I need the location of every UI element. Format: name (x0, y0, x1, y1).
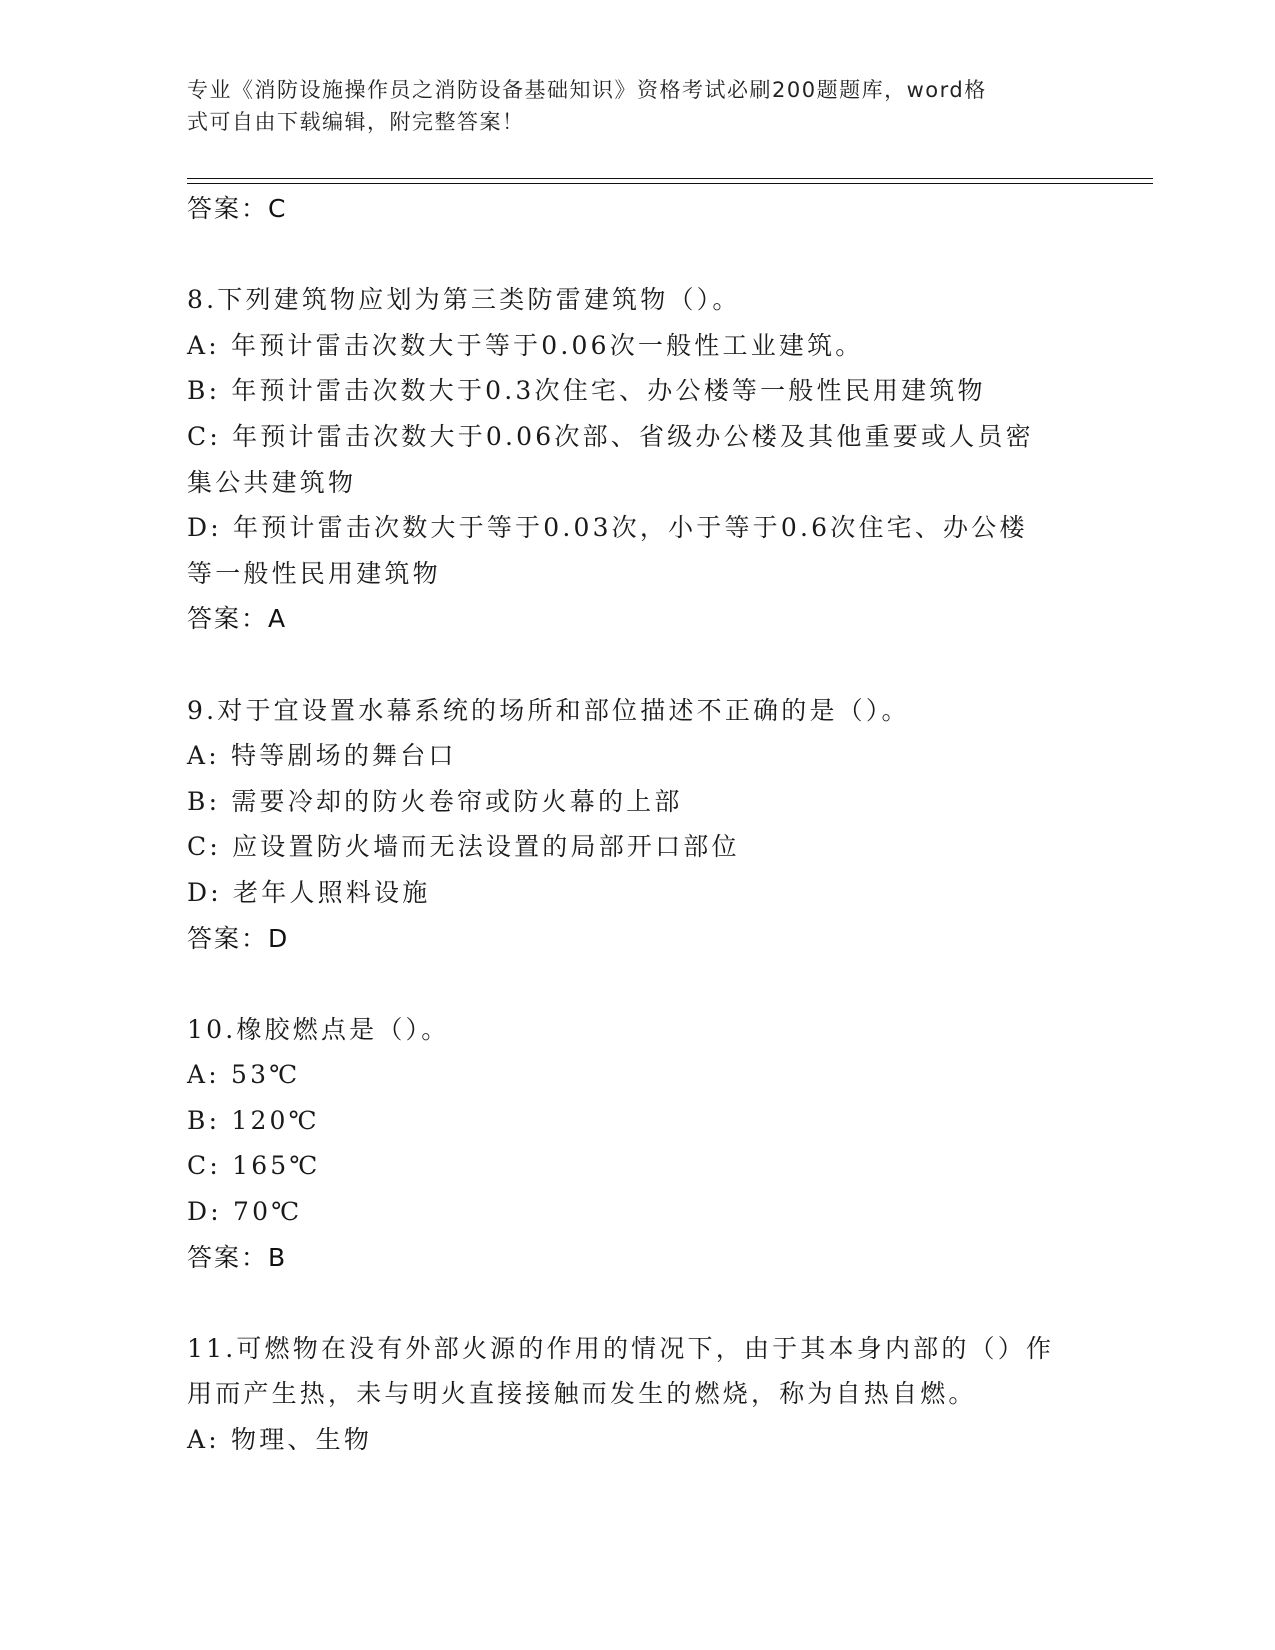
spacer (187, 232, 1087, 278)
answer: 答案：B (187, 1242, 288, 1272)
question-stem: 10.橡胶燃点是（）。 (187, 1014, 450, 1044)
header-rule-bottom (187, 183, 1153, 184)
option-d-continued: 等一般性民用建筑物 (187, 558, 441, 588)
option-c: C: 应设置防火墙而无法设置的局部开口部位 (187, 832, 740, 862)
option-d: D: 老年人照料设施 (187, 877, 431, 907)
question-list (187, 186, 1087, 1463)
spacer (187, 1280, 1087, 1326)
spacer (187, 961, 1087, 1007)
answer: 答案：D (187, 923, 290, 953)
option-d: D: 年预计雷击次数大于等于0.03次，小于等于0.6次住宅、办公楼 (187, 513, 1028, 543)
previous-answer: 答案：C (187, 194, 288, 223)
question-9 (187, 688, 1087, 962)
question-stem: 9.对于宜设置水幕系统的场所和部位描述不正确的是（）。 (187, 695, 910, 725)
document-header (187, 74, 1067, 138)
option-a: A: 53℃ (187, 1060, 301, 1090)
option-b: B: 需要冷却的防火卷帘或防火幕的上部 (187, 786, 683, 816)
option-d: D: 70℃ (187, 1197, 303, 1227)
question-11 (187, 1326, 1087, 1463)
question-stem-continued: 用而产生热，未与明火直接接触而发生的燃烧，称为自热自燃。 (187, 1379, 977, 1409)
answer: 答案：A (187, 604, 288, 634)
option-c: C: 165℃ (187, 1151, 321, 1181)
spacer (187, 642, 1087, 688)
option-b: B: 120℃ (187, 1105, 320, 1135)
header-line-2: 式可自由下载编辑，附完整答案！ (187, 110, 525, 134)
header-line-1: 专业《消防设施操作员之消防设备基础知识》资格考试必刷200题题库，word格 (187, 78, 987, 102)
question-10 (187, 1007, 1087, 1281)
option-a: A: 特等剧场的舞台口 (187, 741, 457, 771)
header-rule-top (187, 178, 1153, 179)
option-a: A: 物理、生物 (187, 1425, 373, 1455)
option-b: B: 年预计雷击次数大于0.3次住宅、办公楼等一般性民用建筑物 (187, 376, 986, 406)
option-c: C: 年预计雷击次数大于0.06次部、省级办公楼及其他重要或人员密 (187, 421, 1034, 451)
question-stem: 8.下列建筑物应划为第三类防雷建筑物（）。 (187, 285, 741, 315)
question-8 (187, 277, 1087, 642)
option-a: A: 年预计雷击次数大于等于0.06次一般性工业建筑。 (187, 330, 864, 360)
option-c-continued: 集公共建筑物 (187, 467, 357, 497)
question-stem: 11.可燃物在没有外部火源的作用的情况下，由于其本身内部的（）作 (187, 1333, 1055, 1363)
